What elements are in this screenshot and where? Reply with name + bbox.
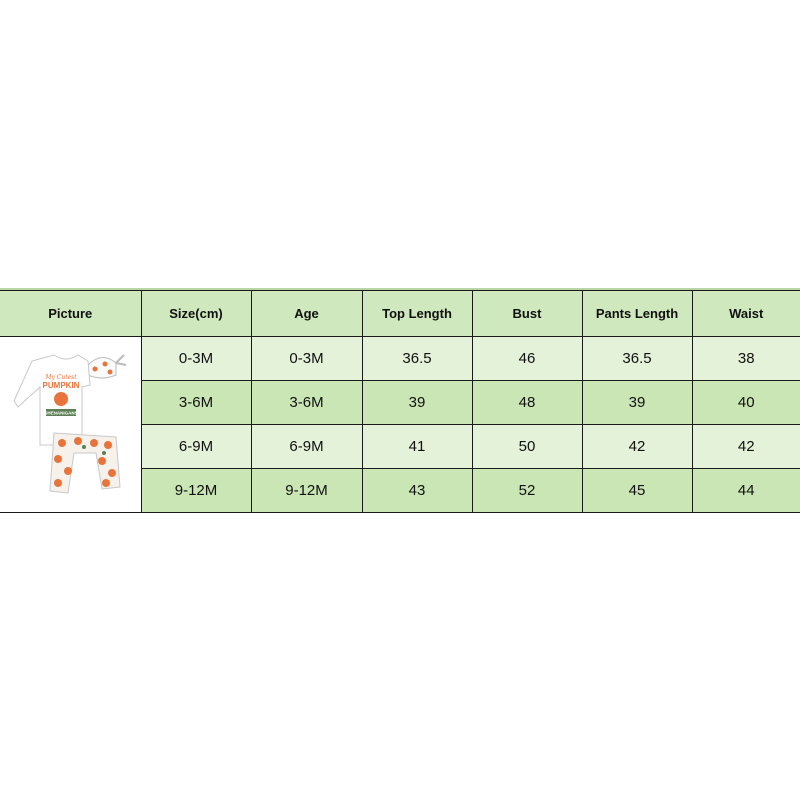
- hat-icon: [88, 355, 126, 378]
- cell-age: 6-9M: [251, 425, 362, 469]
- cell-age: 0-3M: [251, 337, 362, 381]
- cell-bust: 50: [472, 425, 582, 469]
- cell-bust: 52: [472, 469, 582, 513]
- cell-top-length: 39: [362, 381, 472, 425]
- cell-waist: 40: [692, 381, 800, 425]
- cell-size: 9-12M: [141, 469, 251, 513]
- cell-size: 6-9M: [141, 425, 251, 469]
- cell-age: 9-12M: [251, 469, 362, 513]
- baby-outfit-illustration: [10, 345, 130, 505]
- header-bust: Bust: [472, 291, 582, 337]
- table-header-row: [0, 291, 800, 337]
- header-age: Age: [251, 291, 362, 337]
- header-picture: Picture: [0, 291, 141, 337]
- cell-bust: 46: [472, 337, 582, 381]
- cell-waist: 44: [692, 469, 800, 513]
- cell-top-length: 36.5: [362, 337, 472, 381]
- size-chart-table: [0, 290, 800, 513]
- cell-pants-length: 36.5: [582, 337, 692, 381]
- header-pants-length: Pants Length: [582, 291, 692, 337]
- cell-size: 3-6M: [141, 381, 251, 425]
- cell-pants-length: 42: [582, 425, 692, 469]
- cell-waist: 38: [692, 337, 800, 381]
- cell-top-length: 41: [362, 425, 472, 469]
- svg-text:SHENANIGANS: SHENANIGANS: [44, 410, 78, 415]
- cell-pants-length: 45: [582, 469, 692, 513]
- cell-size: 0-3M: [141, 337, 251, 381]
- product-picture-cell: [0, 337, 141, 513]
- pants-icon: [50, 433, 120, 493]
- table-row: [0, 337, 800, 381]
- cell-bust: 48: [472, 381, 582, 425]
- cell-waist: 42: [692, 425, 800, 469]
- onesie-icon: [14, 355, 90, 445]
- cell-top-length: 43: [362, 469, 472, 513]
- cell-pants-length: 39: [582, 381, 692, 425]
- header-size: Size(cm): [141, 291, 251, 337]
- svg-text:PUMPKIN: PUMPKIN: [42, 380, 80, 390]
- svg-text:My Cutest: My Cutest: [45, 373, 77, 381]
- header-waist: Waist: [692, 291, 800, 337]
- header-top-length: Top Length: [362, 291, 472, 337]
- cell-age: 3-6M: [251, 381, 362, 425]
